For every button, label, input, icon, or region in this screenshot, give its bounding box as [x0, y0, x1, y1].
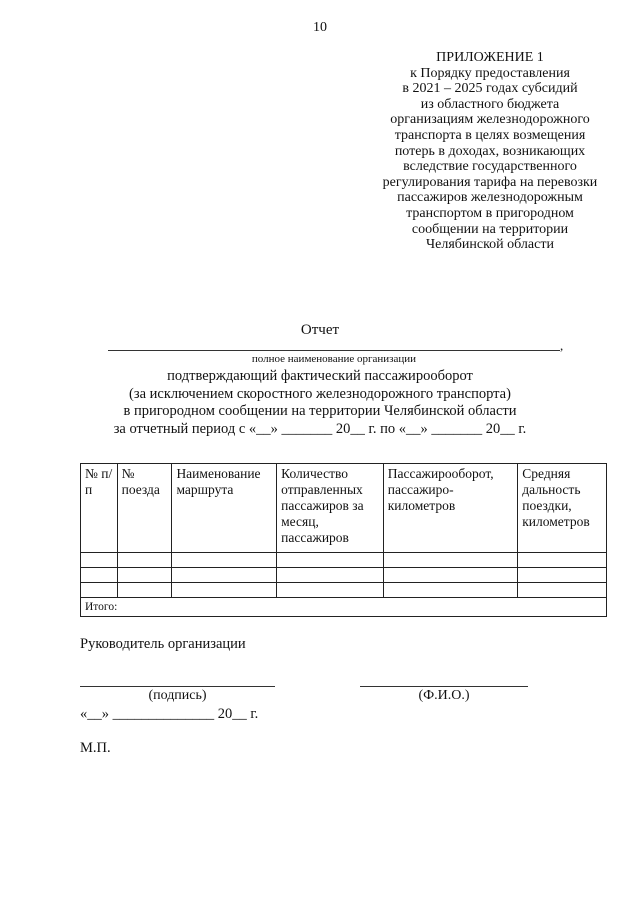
signature-line[interactable] [80, 686, 275, 687]
table-cell[interactable] [81, 553, 118, 568]
table-cell[interactable] [81, 583, 118, 598]
table-cell[interactable] [172, 568, 277, 583]
header-row-number: № п/п [81, 464, 118, 553]
reporting-period-line: за отчетный период с «__» _______ 20__ г. по «__» _______ 20__ г. [113, 420, 527, 437]
table-cell[interactable] [172, 553, 277, 568]
table-cell[interactable] [383, 553, 518, 568]
manager-label: Руководитель организации [80, 636, 246, 652]
table-cell[interactable] [277, 583, 384, 598]
table-row [81, 568, 607, 583]
header-route-name: Наименование маршрута [172, 464, 277, 553]
appendix-title: ПРИЛОЖЕНИЕ 1 [436, 50, 544, 65]
table-cell[interactable] [277, 553, 384, 568]
appendix-line: сообщении на территории [411, 221, 569, 237]
appendix-line: Челябинской области [426, 237, 554, 253]
appendix-line: из областного бюджета [420, 96, 560, 112]
report-subtitle [0, 368, 640, 438]
appendix-line: пассажиров железнодорожным [397, 190, 583, 206]
table-cell[interactable] [81, 568, 118, 583]
table-cell[interactable] [117, 583, 172, 598]
table-cell[interactable] [277, 568, 384, 583]
appendix-line: транспорта в целях возмещения [394, 127, 586, 143]
header-passengers-count: Количество отправленных пассажиров за месяц, пассажиров [277, 464, 384, 553]
table-cell[interactable] [383, 568, 518, 583]
subtitle-line: подтверждающий фактический пассажирооборот [167, 368, 473, 384]
report-table [80, 463, 607, 617]
header-passenger-turnover: Пассажирооборот, пассажиро-километров [383, 464, 518, 553]
full-name-line[interactable] [360, 686, 528, 687]
total-row [81, 598, 607, 617]
appendix-line: к Порядку предоставления [410, 65, 570, 81]
appendix-line: в 2021 – 2025 годах субсидий [402, 81, 578, 97]
appendix-line: организациям железнодорожного [390, 112, 590, 128]
appendix-block [355, 50, 625, 253]
stamp-placeholder: М.П. [80, 740, 111, 756]
subtitle-line: (за исключением скоростного железнодорожного транспорта) [129, 385, 511, 402]
page-number: 10 [313, 20, 327, 35]
table-cell[interactable] [383, 583, 518, 598]
organization-caption: полное наименование организации [251, 353, 417, 365]
signature-date-line: «__» ______________ 20__ г. [80, 706, 259, 722]
report-title: Отчет [300, 322, 340, 338]
header-train-number: № поезда [117, 464, 172, 553]
table-cell[interactable] [117, 568, 172, 583]
subtitle-line: в пригородном сообщении на территории Челябинской области [123, 403, 517, 419]
table-cell[interactable] [518, 553, 607, 568]
table-header-row [81, 464, 607, 553]
appendix-line: транспортом в пригородном [406, 205, 574, 221]
full-name-caption: (Ф.И.О.) [418, 688, 470, 703]
table-cell[interactable] [117, 553, 172, 568]
table-cell[interactable] [172, 583, 277, 598]
organization-name-line[interactable] [108, 350, 560, 351]
appendix-line: вследствие государственного [403, 159, 577, 175]
appendix-line: потерь в доходах, возникающих [394, 143, 586, 159]
signature-caption: (подпись) [148, 688, 207, 703]
table-cell[interactable] [518, 568, 607, 583]
total-label: Итого: [81, 598, 607, 617]
table-row [81, 583, 607, 598]
organization-comma: , [560, 338, 564, 353]
appendix-line: регулирования тарифа на перевозки [382, 174, 598, 190]
header-average-distance: Средняя дальность поездки, километров [518, 464, 607, 553]
table-row [81, 553, 607, 568]
table-cell[interactable] [518, 583, 607, 598]
